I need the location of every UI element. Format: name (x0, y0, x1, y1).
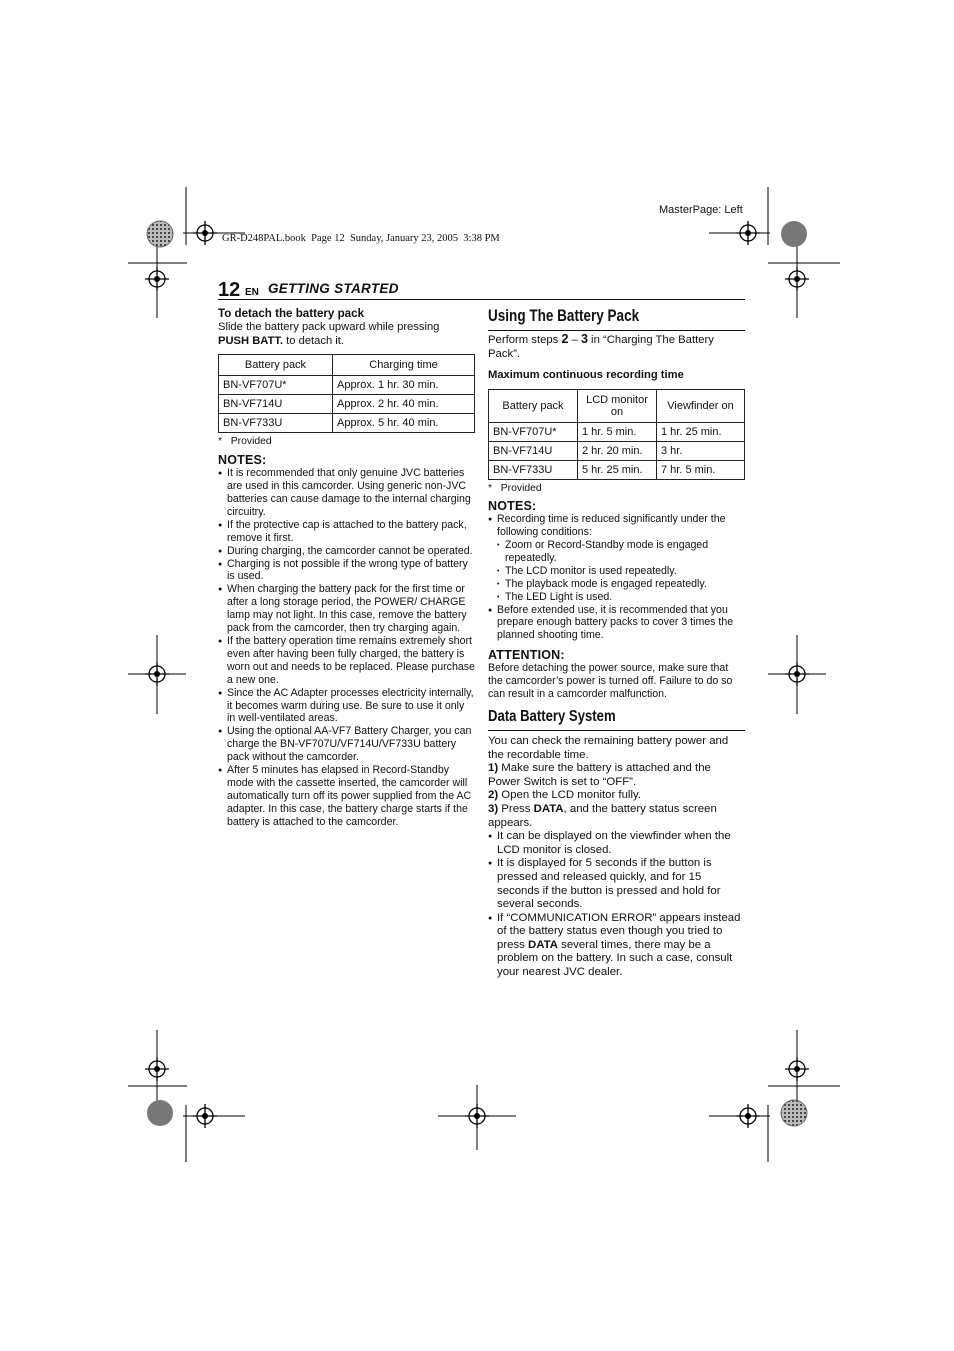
list-item: ● During charging, the camcorder cannot be operated. (218, 545, 475, 558)
table-cell: 2 hr. 20 min. (578, 442, 657, 461)
table-cell: Approx. 2 hr. 40 min. (333, 395, 475, 414)
using-battery-section-title (488, 306, 745, 331)
section-title: GETTING STARTED (268, 281, 399, 296)
attention-text: Before detaching the power source, make sure that the camcorder’s power is turned off. Failure to do so can result in a camcorder malfunction. (488, 662, 733, 701)
table-row (219, 395, 475, 414)
note-text: Recording time is reduced significantly under the following conditions: (497, 513, 726, 539)
notes-title: NOTES: (218, 453, 267, 468)
charging-time-table (218, 354, 475, 433)
data-battery-title: Data Battery System (488, 707, 616, 725)
step-ref-3: 3 (580, 332, 588, 346)
table-cell: BN-VF733U (219, 414, 333, 433)
step-text: Open the LCD monitor fully. (498, 789, 642, 802)
perform-pre: Perform steps (488, 334, 562, 346)
push-batt-label: PUSH BATT. (218, 334, 284, 347)
table-cell: 1 hr. 5 min. (578, 423, 657, 442)
list-item: ● Charging is not possible if the wrong type of battery is used. (218, 558, 475, 584)
table-header-row (219, 355, 475, 376)
data-notes-list (488, 830, 745, 980)
table-header-cell (578, 390, 657, 423)
running-head (218, 281, 745, 300)
left-column (218, 307, 475, 829)
step-ref-2: 2 (561, 332, 569, 346)
page-lang: EN (245, 287, 259, 298)
perform-post: in “Charging The Battery Pack”. (488, 334, 714, 360)
note-text: If “COMMUNICATION ERROR” appears instead of the battery status even though you tried to press (497, 911, 741, 951)
list-item: ● When charging the battery pack for the first time or after a long storage period, the POWER/ CHARGE lamp may not light. In this case, remove the battery pack from the camcorder, then try charging again. (218, 583, 475, 635)
table-cell: BN-VF714U (219, 395, 333, 414)
data-intro: You can check the remaining battery power and the recordable time. (488, 734, 729, 761)
table-cell: BN-VF707U* (219, 376, 333, 395)
table-header-cell: Battery pack (219, 355, 333, 376)
step-2 (488, 789, 745, 803)
table-cell: 3 hr. (657, 442, 745, 461)
perform-dash: – (568, 334, 581, 346)
list-item: • The LCD monitor is used repeatedly. (497, 565, 745, 578)
list-item: • The playback mode is engaged repeatedly. (497, 578, 745, 591)
table-cell: 7 hr. 5 min. (657, 461, 745, 480)
table-header-cell: Charging time (333, 355, 475, 376)
table-cell: Approx. 5 hr. 40 min. (333, 414, 475, 433)
table-header-cell: Battery pack (489, 390, 578, 423)
table-cell: BN-VF733U (489, 461, 578, 480)
list-item: ● Since the AC Adapter processes electricity internally, it becomes warm during use. Be sure to use it only in well-ventilated areas. (218, 687, 475, 726)
table-row (489, 442, 745, 461)
note-text: several times, there may be a problem on the battery. In such a case, consult your nearest JVC dealer. (497, 938, 733, 979)
step-text: Press (498, 802, 534, 815)
step-3 (488, 803, 745, 830)
list-item: • The LED Light is used. (497, 591, 745, 604)
list-item: • Zoom or Record-Standby mode is engaged repeatedly. (497, 539, 745, 565)
data-battery-section-title (488, 707, 745, 731)
detach-paragraph (218, 321, 475, 348)
table-footnote: * Provided (218, 436, 272, 448)
table-row (219, 376, 475, 395)
table-header-cell: Viewfinder on (657, 390, 745, 423)
list-item: ● If the protective cap is attached to the battery pack, remove it first. (218, 519, 475, 545)
table-row (219, 414, 475, 433)
table-cell: Approx. 1 hr. 30 min. (333, 376, 475, 395)
step-number: 3) (488, 802, 499, 815)
notes-list (218, 467, 475, 828)
data-button-label: DATA (533, 802, 564, 815)
table-row (489, 423, 745, 442)
detach-title: To detach the battery pack (218, 307, 365, 320)
condition-list (497, 539, 745, 604)
detach-text-1: Slide the battery pack upward while pressing (218, 321, 440, 333)
notes-title: NOTES: (488, 499, 537, 514)
table-cell: 1 hr. 25 min. (657, 423, 745, 442)
list-item: ● After 5 minutes has elapsed in Record-Standby mode with the cassette inserted, the camcorder will automatically turn off its power supplied from the AC adapter. In this case, the battery charge starts if the battery is attached to the camcorder. (218, 764, 475, 829)
table-header-row (489, 390, 745, 423)
list-item: ● It is displayed for 5 seconds if the button is pressed and released quickly, and for 15 seconds if the button is pressed and hold for several seconds. (488, 857, 745, 911)
max-recording-title: Maximum continuous recording time (488, 369, 684, 382)
recording-time-table (488, 389, 745, 480)
step-number: 2) (488, 789, 499, 802)
list-item: ● If the battery operation time remains extremely short even after having been fully charged, the battery is worn out and needs to be replaced. Please purchase a new one. (218, 635, 475, 687)
book-info-line: GR-D248PAL.book Page 12 Sunday, January 23, 2005 3:38 PM (222, 233, 500, 244)
list-item (488, 513, 745, 603)
perform-steps-text (488, 333, 745, 361)
list-item: ● It is recommended that only genuine JVC batteries are used in this camcorder. Using generic non-JVC batteries can cause damage to the internal charging circuitry. (218, 467, 475, 519)
data-button-label: DATA (528, 938, 558, 951)
master-page-label: MasterPage: Left (659, 204, 743, 216)
step-1 (488, 762, 745, 789)
page-number: 12 (218, 279, 241, 301)
table-cell: BN-VF714U (489, 442, 578, 461)
lcd-header-text: LCD monitor on (586, 394, 648, 419)
step-number: 1) (488, 762, 499, 775)
table-cell: BN-VF707U* (489, 423, 578, 442)
table-row (489, 461, 745, 480)
detach-text-2: to detach it. (283, 334, 345, 347)
table-footnote: * Provided (488, 483, 542, 495)
step-text: Make sure the battery is attached and the Power Switch is set to “OFF”. (488, 762, 711, 788)
table-cell: 5 hr. 25 min. (578, 461, 657, 480)
attention-title: ATTENTION: (488, 648, 565, 663)
list-item: ● It can be displayed on the viewfinder when the LCD monitor is closed. (488, 830, 745, 857)
using-battery-title: Using The Battery Pack (488, 307, 640, 325)
list-item (488, 912, 745, 980)
list-item: ● Before extended use, it is recommended that you prepare enough battery packs to cover 3 times the planned shooting time. (488, 604, 745, 643)
right-column (488, 306, 745, 980)
list-item: ● Using the optional AA-VF7 Battery Charger, you can charge the BN-VF707U/VF714U/VF733U battery pack without the camcorder. (218, 725, 475, 764)
notes-list (488, 513, 745, 642)
step-text: , and the battery status screen appears. (488, 802, 717, 829)
